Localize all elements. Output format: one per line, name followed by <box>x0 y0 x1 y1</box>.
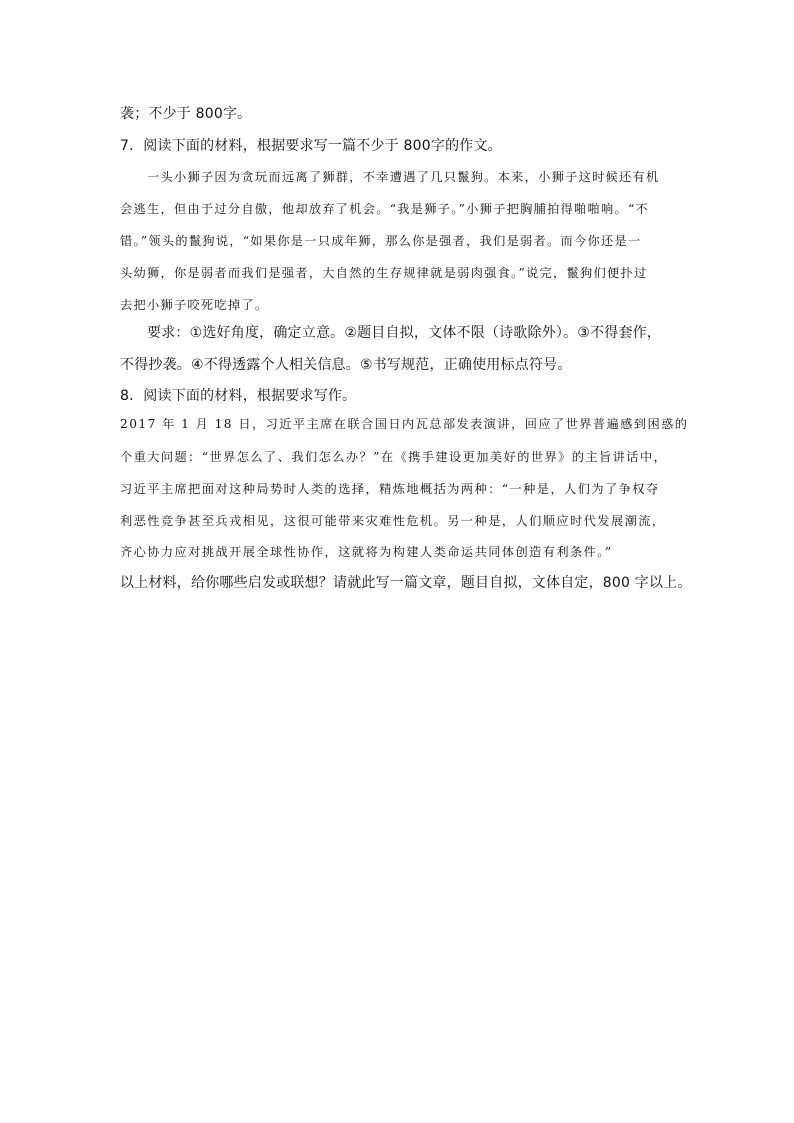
requirements-line: 不得抄袭。④不得透露个人相关信息。⑤书写规范，正确使用标点符号。 <box>120 357 572 373</box>
story-line: 头幼狮，你是弱者而我们是强者，大自然的生存规律就是弱肉强食。”说完，鬣狗们便扑过 <box>120 266 648 280</box>
continued-requirement-line: 袭；不少于 800字。 <box>120 106 252 122</box>
quote-line: 齐心协力应对挑战开展全球性协作，这就将为构建人类命运共同体创造有利条件。” <box>120 545 613 559</box>
story-line: 去把小狮子咬死吃掉了。 <box>120 298 269 312</box>
requirements-line: 要求：①选好角度，确定立意。②题目自拟，文体不限（诗歌除外）。③不得套作， <box>147 325 662 341</box>
quote-line: 2017 年 1 月 18 日，习近平主席在联合国日内瓦总部发表演讲，回应了世界普遍感到困惑的 <box>120 417 689 431</box>
story-line: 一头小狮子因为贪玩而远离了狮群，不幸遭遇了几只鬣狗。本来，小狮子这时候还有机 <box>147 170 660 184</box>
quote-line: 利恶性竞争甚至兵戎相见，这很可能带来灾难性危机。另一种是，人们顺应时代发展潮流， <box>120 514 666 528</box>
story-line: 错。”领头的鬣狗说，“如果你是一只成年狮，那么你是强者，我们是弱者。而今你还是一 <box>120 234 642 248</box>
question-8-heading: 8．阅读下面的材料，根据要求写作。 <box>120 388 357 404</box>
question-7-heading: 7．阅读下面的材料，根据要求写一篇不少于 800字的作文。 <box>120 138 502 154</box>
quote-line: 习近平主席把面对这种局势时人类的选择，精炼地概括为两种：“一种是，人们为了争权夺 <box>120 482 660 496</box>
story-line: 会逃生，但由于过分自傲，他却放弃了机会。“我是狮子。”小狮子把胸脯拍得啪啪响。“不 <box>120 202 650 216</box>
quote-line: 个重大问题：“世界怎么了、我们怎么办？”在《携手建设更加美好的世界》的主旨讲话中， <box>120 450 668 464</box>
question-8-instruction: 以上材料，给你哪些启发或联想？请就此写一篇文章，题目自拟，文体自定，800 字以上。 <box>120 575 692 591</box>
